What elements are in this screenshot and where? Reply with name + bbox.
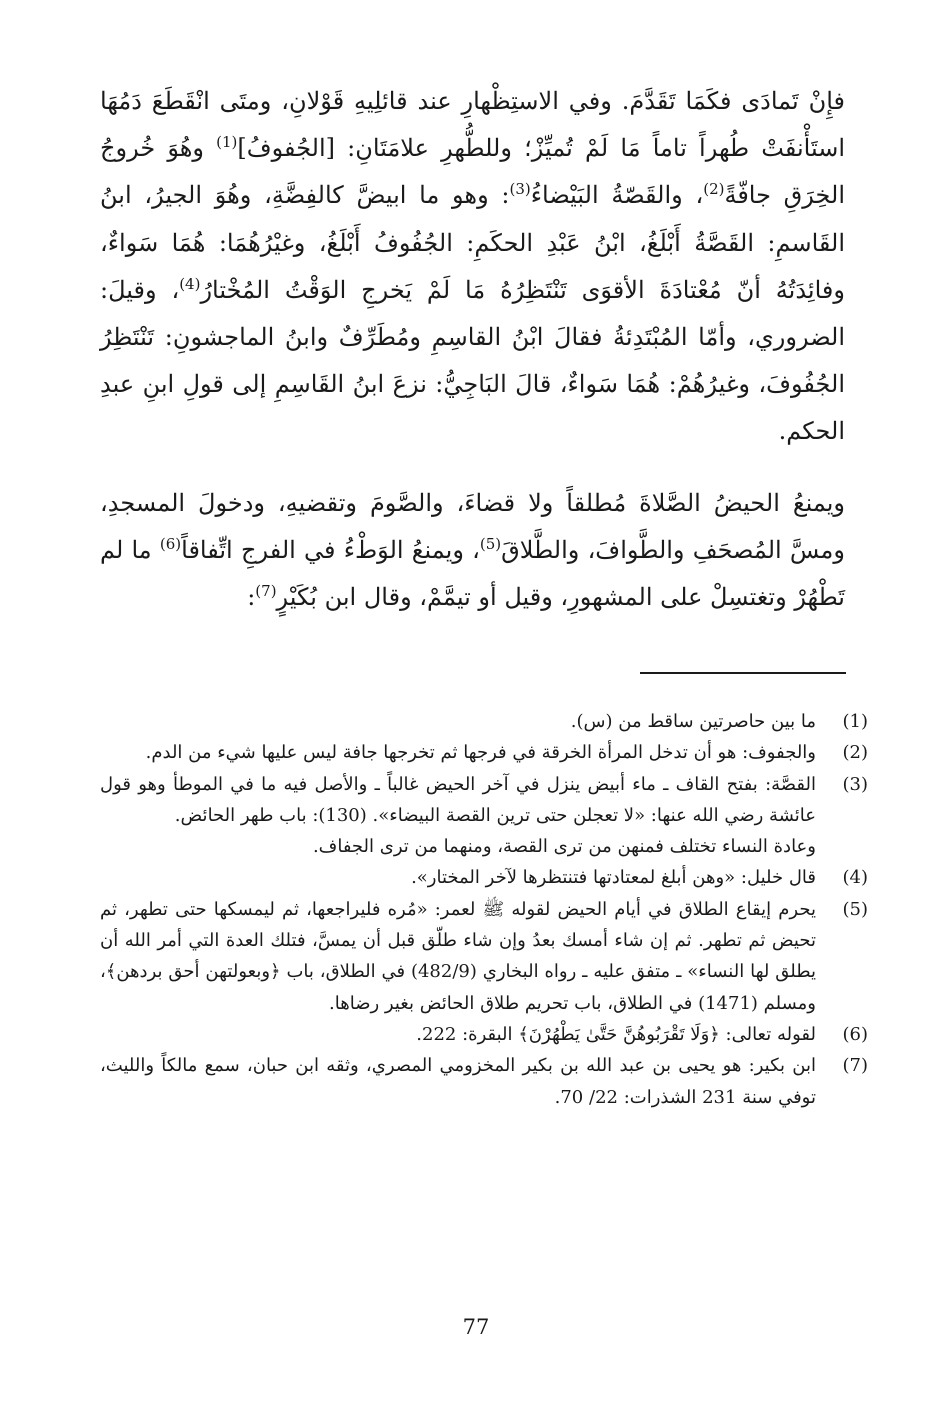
footnote-item <box>100 831 868 862</box>
footnote-item <box>100 737 868 768</box>
footnote-text: يحرم إيقاع الطلاق في أيام الحيض لقوله ﷺ لعمر: «مُره فليراجعها، ثم ليمسكها حتى تطهر، ثم تحيض ثم تطهر. ثم إن شاء أمسك بعدُ وإن شاء طلّق قبل أن يمسَّ، فتلك العدة التي أمر الله أن يطلق لها النساء» ـ متفق عليه ـ رواه البخاري (482/9) في الطلاق، باب ﴿وبعولتهن أحق بردهن﴾، ومسلم (1471) في الطلاق، باب تحريم طلاق الحائض بغير رضاها. <box>100 898 816 1014</box>
footnote-number <box>816 831 868 862</box>
footnote-ref: (1) <box>216 133 238 152</box>
footnote-text: وعادة النساء تختلف فمنهن من ترى القصة، ومنهما من ترى الجفاف. <box>312 836 816 858</box>
paragraph-1 <box>100 78 845 456</box>
footnotes <box>100 706 868 1113</box>
footnote-item <box>100 862 868 893</box>
footnote-text: قال خليل: «وهن أبلغ لمعتادتها فتنتظرها لآخر المختار». <box>411 867 816 889</box>
footnote-number: (2) <box>842 742 868 764</box>
paragraph-2 <box>100 480 845 622</box>
footnote-item <box>100 1019 868 1050</box>
footnote-number: (7) <box>842 1055 868 1077</box>
text-line: فإِنْ تَمادَى فكَمَا تَقَدَّمَ. وفي الاستِظْهارِ عند قائلِيهِ قَوْلانِ، ومتَى انْقَطَعَ دَمُهَا <box>100 87 845 115</box>
footnote-number: (5) <box>842 898 868 920</box>
footnote-text: والجفوف: هو أن تدخل المرأة الخرقة في فرجها ثم تخرجها جافة ليس عليها شيء من الدم. <box>145 742 816 764</box>
footnote-text: لقوله تعالى: ﴿وَلَا تَقْرَبُوهُنَّ حَتَّىٰ يَطْهُرْنَ﴾ البقرة: 222. <box>416 1023 816 1045</box>
footnote-ref: (5) <box>479 534 502 553</box>
text-line: ويمنعُ الحيضُ الصَّلاةَ مُطلقاً ولا قضاءَ، والصَّومَ وتقضيهِ، ودخولَ <box>198 488 845 517</box>
text-line: ، ويمنعُ الوَطْءُ في الفرجِ <box>240 535 480 564</box>
text-line: المسجدِ، ومسَّ المُصحَفِ والطَّوافَ، والطَّلاقَ <box>100 488 845 564</box>
text-line: الخِرَقِ جافّةً <box>724 181 846 210</box>
text-line: ابنِ عبدِ الحكم. <box>100 370 845 446</box>
footnote-item <box>100 769 868 832</box>
text-line: وهُوَ خُروجُ <box>100 134 204 163</box>
footnote-text: ما بين حاصرتين ساقط من (س). <box>570 711 816 732</box>
footnote-ref: (3) <box>509 180 531 199</box>
footnote-ref: (4) <box>179 274 201 293</box>
text-line: القَاسمِ: القَصَّةُ أَبْلَغُ، ابْنُ عَبْدِ الحكَمِ: الجُفُوفُ أَبْلَغُ، وغيْرُهُمَا: هُمَا سَواءٌ، <box>100 228 846 257</box>
main-text <box>100 78 845 621</box>
text-line: الضروري، وأمّا المُبْتَدِئةُ فقالَ ابْنُ القاسِمِ ومُطَرِّفٌ وابنُ الماجشونِ: تَنْتَظِرُ <box>100 323 845 352</box>
footnote-text: القصَّة: بفتح القاف ـ ماء أبيض ينزل في آخر الحيض غالباً ـ والأصل فيه ما في الموطأ وهو قول عائشة رضي الله عنها: «لا تعجلن حتى ترين القصة البيضاء». (130): باب طهر الحائض. <box>100 773 816 826</box>
text-line: ما لم تَطْهُرْ وتغتسِلْ على المشهورِ، وقيل أو تيمَّمْ، وقال ابن بُكَيْرٍ <box>100 535 845 612</box>
footnote-ref: (6) <box>159 534 182 553</box>
text-line: اتِّفاقاً <box>181 535 233 564</box>
footnote-separator <box>640 672 846 674</box>
footnote-number: (6) <box>842 1023 868 1045</box>
footnote-number: (1) <box>842 711 868 732</box>
text-line: استَأْنفَتْ طُهراً تاماً مَا لَمْ تُميِّزْ؛ وللطُّهرِ علامَتَانِ: [الجُفوفُ] <box>237 134 845 163</box>
text-line: ، وقيلَ: <box>100 275 180 304</box>
footnote-ref: (2) <box>703 180 725 199</box>
footnote-number: (4) <box>842 867 868 889</box>
text-line: الجُفُوفَ، وغيرُهُمْ: هُمَا سَواءٌ، قالَ البَاجِيُّ: نزعَ ابنُ القَاسِمِ إلى قولِ <box>182 370 845 399</box>
page-number: 77 <box>462 1315 490 1339</box>
text-line: وفائِدَتُهُ أنّ مُعْتادَةَ الأقوَى تَنْتَظِرُهُ مَا لَمْ يَخرجِ الوَقْتُ المُخْتارُ <box>200 275 845 304</box>
footnote-item <box>100 894 868 1019</box>
text-line: ، والقَصّةُ البَيْضاءُ <box>530 181 704 210</box>
footnote-number: (3) <box>842 773 868 795</box>
footnote-text: ابن بكير: هو يحيى بن عبد الله بن بكير المخزومي المصري، وثقه ابن حبان، سمع مالكاً والليث، توفي سنة 231 الشذرات: 22/ 70. <box>100 1055 816 1108</box>
text-line: : وهو ما ابيضَّ كالفِضَّةِ، وهُوَ الجيرُ، ابنُ <box>100 181 510 210</box>
footnote-item <box>100 706 868 737</box>
text-line: : <box>247 583 256 612</box>
footnote-item <box>100 1050 868 1113</box>
footnote-ref: (7) <box>255 582 277 601</box>
